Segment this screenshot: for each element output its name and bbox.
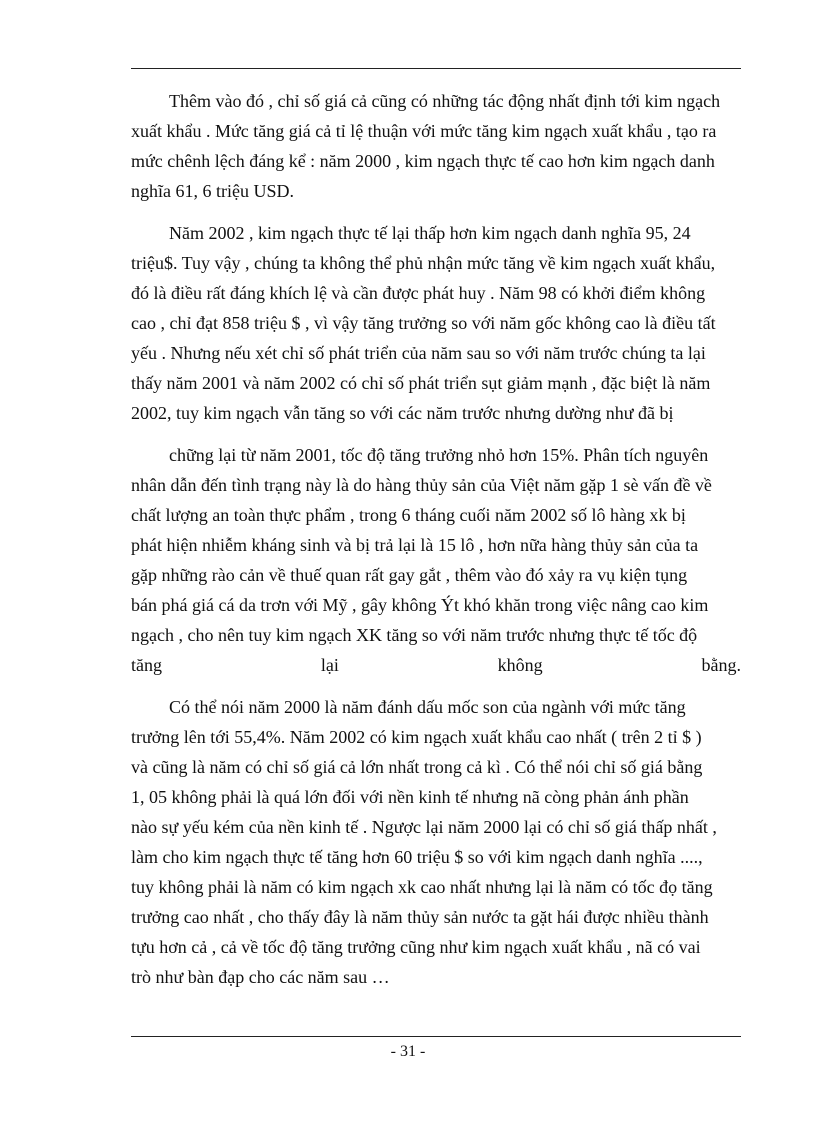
- spread-word: lại: [320, 655, 339, 675]
- text-line: nghĩa 61, 6 triệu USD.: [131, 181, 294, 201]
- text-line: nào sự yếu kém của nền kinh tế . Ngược lại năm 2000 lại có chỉ số giá thấp nhất ,: [131, 817, 717, 837]
- text-line: 2002, tuy kim ngạch vẫn tăng so với các năm trước nhưng dường như đã bị: [131, 403, 674, 423]
- text-line: chững lại từ năm 2001, tốc độ tăng trưởng nhỏ hơn 15%. Phân tích nguyên: [169, 445, 709, 465]
- text-line: trưởng lên tới 55,4%. Năm 2002 có kim ngạch xuất khẩu cao nhất ( trên 2 tỉ $ ): [131, 727, 702, 747]
- footer-rule: [131, 1036, 741, 1037]
- paragraph: [131, 218, 741, 428]
- text-line: cao , chỉ đạt 858 triệu $ , vì vậy tăng trưởng so với năm gốc không cao là điều tất: [131, 313, 716, 333]
- spread-word: bằng.: [701, 655, 741, 675]
- text-line: gặp những rào cản về thuế quan rất gay gắt , thêm vào đó xảy ra vụ kiện tụng: [131, 565, 688, 585]
- text-line: làm cho kim ngạch thực tế tăng hơn 60 triệu $ so với kim ngạch danh nghĩa ....,: [131, 847, 703, 867]
- paragraph: [131, 692, 741, 992]
- text-line: Năm 2002 , kim ngạch thực tế lại thấp hơn kim ngạch danh nghĩa 95, 24: [169, 223, 691, 243]
- paragraph: [131, 440, 741, 650]
- text-line: tựu hơn cả , cả về tốc độ tăng trưởng cũng như kim ngạch xuất khẩu , nã có vai: [131, 937, 701, 957]
- text-line: đó là điều rất đáng khích lệ và cần được phát huy . Năm 98 có khởi điểm không: [131, 283, 706, 303]
- text-line: tuy không phải là năm có kim ngạch xk cao nhất nhưng lại là năm có tốc đọ tăng: [131, 877, 713, 897]
- text-line: thấy năm 2001 và năm 2002 có chỉ số phát triển sụt giảm mạnh , đặc biệt là năm: [131, 373, 711, 393]
- text-line: mức chênh lệch đáng kể : năm 2000 , kim ngạch thực tế cao hơn kim ngạch danh: [131, 151, 715, 171]
- spread-word: tăng: [131, 655, 162, 675]
- text-line: triệu$. Tuy vậy , chúng ta không thể phủ nhận mức tăng về kim ngạch xuất khẩu,: [131, 253, 716, 273]
- text-line: nhân dẫn đến tình trạng này là do hàng thủy sản của Việt năm gặp 1 sè vấn đề về: [131, 475, 712, 495]
- text-line: bán phá giá cá da trơn với Mỹ , gây không Ýt khó khăn trong việc nâng cao kim: [131, 595, 709, 615]
- spread-line: [131, 650, 741, 680]
- header-rule: [131, 68, 741, 69]
- paragraph: [131, 86, 741, 206]
- text-line: Thêm vào đó , chỉ số giá cả cũng có những tác động nhất định tới kim ngạch: [169, 91, 721, 111]
- text-line: trò như bàn đạp cho các năm sau …: [131, 967, 390, 987]
- text-line: trưởng cao nhất , cho thấy đây là năm thủy sản nước ta gặt hái được nhiều thành: [131, 907, 709, 927]
- document-body: [131, 86, 741, 992]
- text-line: Có thể nói năm 2000 là năm đánh dấu mốc son của ngành với mức tăng: [169, 697, 686, 717]
- text-line: chất lượng an toàn thực phẩm , trong 6 tháng cuối năm 2002 số lô hàng xk bị: [131, 505, 686, 525]
- text-line: ngạch , cho nên tuy kim ngạch XK tăng so với năm trước nhưng thực tế tốc độ: [131, 625, 698, 645]
- text-line: xuất khẩu . Mức tăng giá cả tỉ lệ thuận với mức tăng kim ngạch xuất khẩu , tạo ra: [131, 121, 717, 141]
- spread-word: không: [497, 655, 543, 675]
- text-line: yếu . Nhưng nếu xét chỉ số phát triển của năm sau so với năm trước chúng ta lại: [131, 343, 706, 363]
- text-line: phát hiện nhiễm kháng sinh và bị trả lại là 15 lô , hơn nữa hàng thủy sản của ta: [131, 535, 699, 555]
- page-number: - 31 -: [390, 1043, 426, 1060]
- text-line: 1, 05 không phải là quá lớn đối với nền kinh tế nhưng nã còng phản ánh phần: [131, 787, 689, 807]
- text-line: và cũng là năm có chỉ số giá cả lớn nhất trong cả kì . Có thể nói chỉ số giá bằng: [131, 757, 703, 777]
